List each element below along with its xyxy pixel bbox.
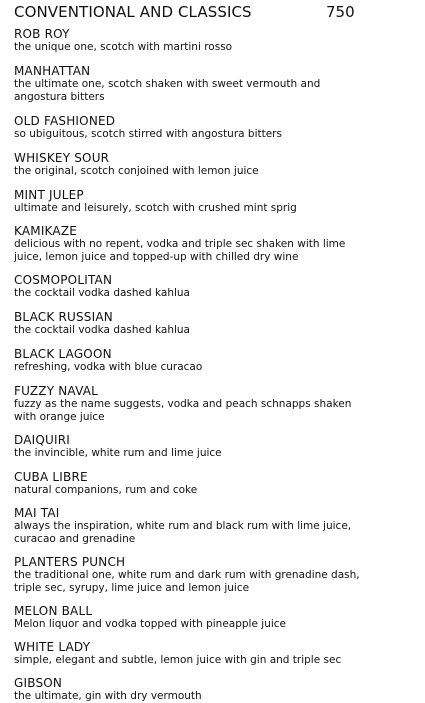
item-description: delicious with no repent, vodka and triple sec shaken with lime juice, lemon juice and topped-up with chilled dry wine — [14, 238, 346, 263]
menu-item — [14, 506, 414, 546]
item-description: fuzzy as the name suggests, vodka and peach schnapps shaken with orange juice — [14, 398, 352, 423]
item-name: GIBSON — [14, 676, 63, 690]
menu-item — [14, 676, 414, 703]
section-price: 750 — [326, 3, 355, 21]
menu-header — [14, 3, 414, 27]
menu-item — [14, 640, 414, 667]
item-description: simple, elegant and subtle, lemon juice with gin and triple sec — [14, 654, 342, 666]
item-name: KAMIKAZE — [14, 224, 78, 238]
menu-item — [14, 224, 414, 264]
menu-item — [14, 384, 414, 424]
item-name: FUZZY NAVAL — [14, 384, 99, 398]
item-description: the traditional one, white rum and dark rum with grenadine dash, triple sec, syrupy, lime juice and lemon juice — [14, 569, 360, 594]
item-description: so ubiguitous, scotch stirred with angostura bitters — [14, 128, 282, 140]
item-name: MAI TAI — [14, 506, 60, 520]
menu-item — [14, 470, 414, 497]
menu-item — [14, 114, 414, 141]
item-name: OLD FASHIONED — [14, 114, 116, 128]
menu-page — [14, 3, 414, 703]
item-name: MANHATTAN — [14, 64, 91, 78]
item-description: the original, scotch conjoined with lemon juice — [14, 165, 259, 177]
item-description: Melon liquor and vodka topped with pineapple juice — [14, 618, 286, 630]
menu-item — [14, 27, 414, 54]
item-description: the cocktail vodka dashed kahlua — [14, 324, 190, 336]
item-description: always the inspiration, white rum and black rum with lime juice, curacao and grenadine — [14, 520, 352, 545]
item-name: WHITE LADY — [14, 640, 91, 654]
item-description: the ultimate, gin with dry vermouth — [14, 690, 202, 702]
menu-item — [14, 64, 414, 104]
item-description: the cocktail vodka dashed kahlua — [14, 287, 190, 299]
item-description: the invincible, white rum and lime juice — [14, 447, 222, 459]
menu-item — [14, 433, 414, 460]
menu-item — [14, 310, 414, 337]
item-description: natural companions, rum and coke — [14, 484, 198, 496]
item-name: BLACK RUSSIAN — [14, 310, 113, 324]
menu-item — [14, 604, 414, 631]
item-name: WHISKEY SOUR — [14, 151, 110, 165]
item-name: COSMOPOLITAN — [14, 273, 113, 287]
item-name: PLANTERS PUNCH — [14, 555, 126, 569]
item-name: ROB ROY — [14, 27, 70, 41]
item-name: DAIQUIRI — [14, 433, 71, 447]
item-name: MINT JULEP — [14, 188, 84, 202]
item-name: BLACK LAGOON — [14, 347, 112, 361]
item-description: refreshing, vodka with blue curacao — [14, 361, 203, 373]
menu-item — [14, 347, 414, 374]
item-description: the ultimate one, scotch shaken with sweet vermouth and angostura bitters — [14, 78, 321, 103]
item-name: CUBA LIBRE — [14, 470, 88, 484]
item-description: ultimate and leisurely, scotch with crushed mint sprig — [14, 202, 297, 214]
menu-item — [14, 273, 414, 300]
item-name: MELON BALL — [14, 604, 93, 618]
menu-item — [14, 151, 414, 178]
item-description: the unique one, scotch with martini rosso — [14, 41, 233, 53]
menu-item — [14, 188, 414, 215]
section-title: CONVENTIONAL AND CLASSICS — [14, 3, 252, 21]
menu-item — [14, 555, 414, 595]
